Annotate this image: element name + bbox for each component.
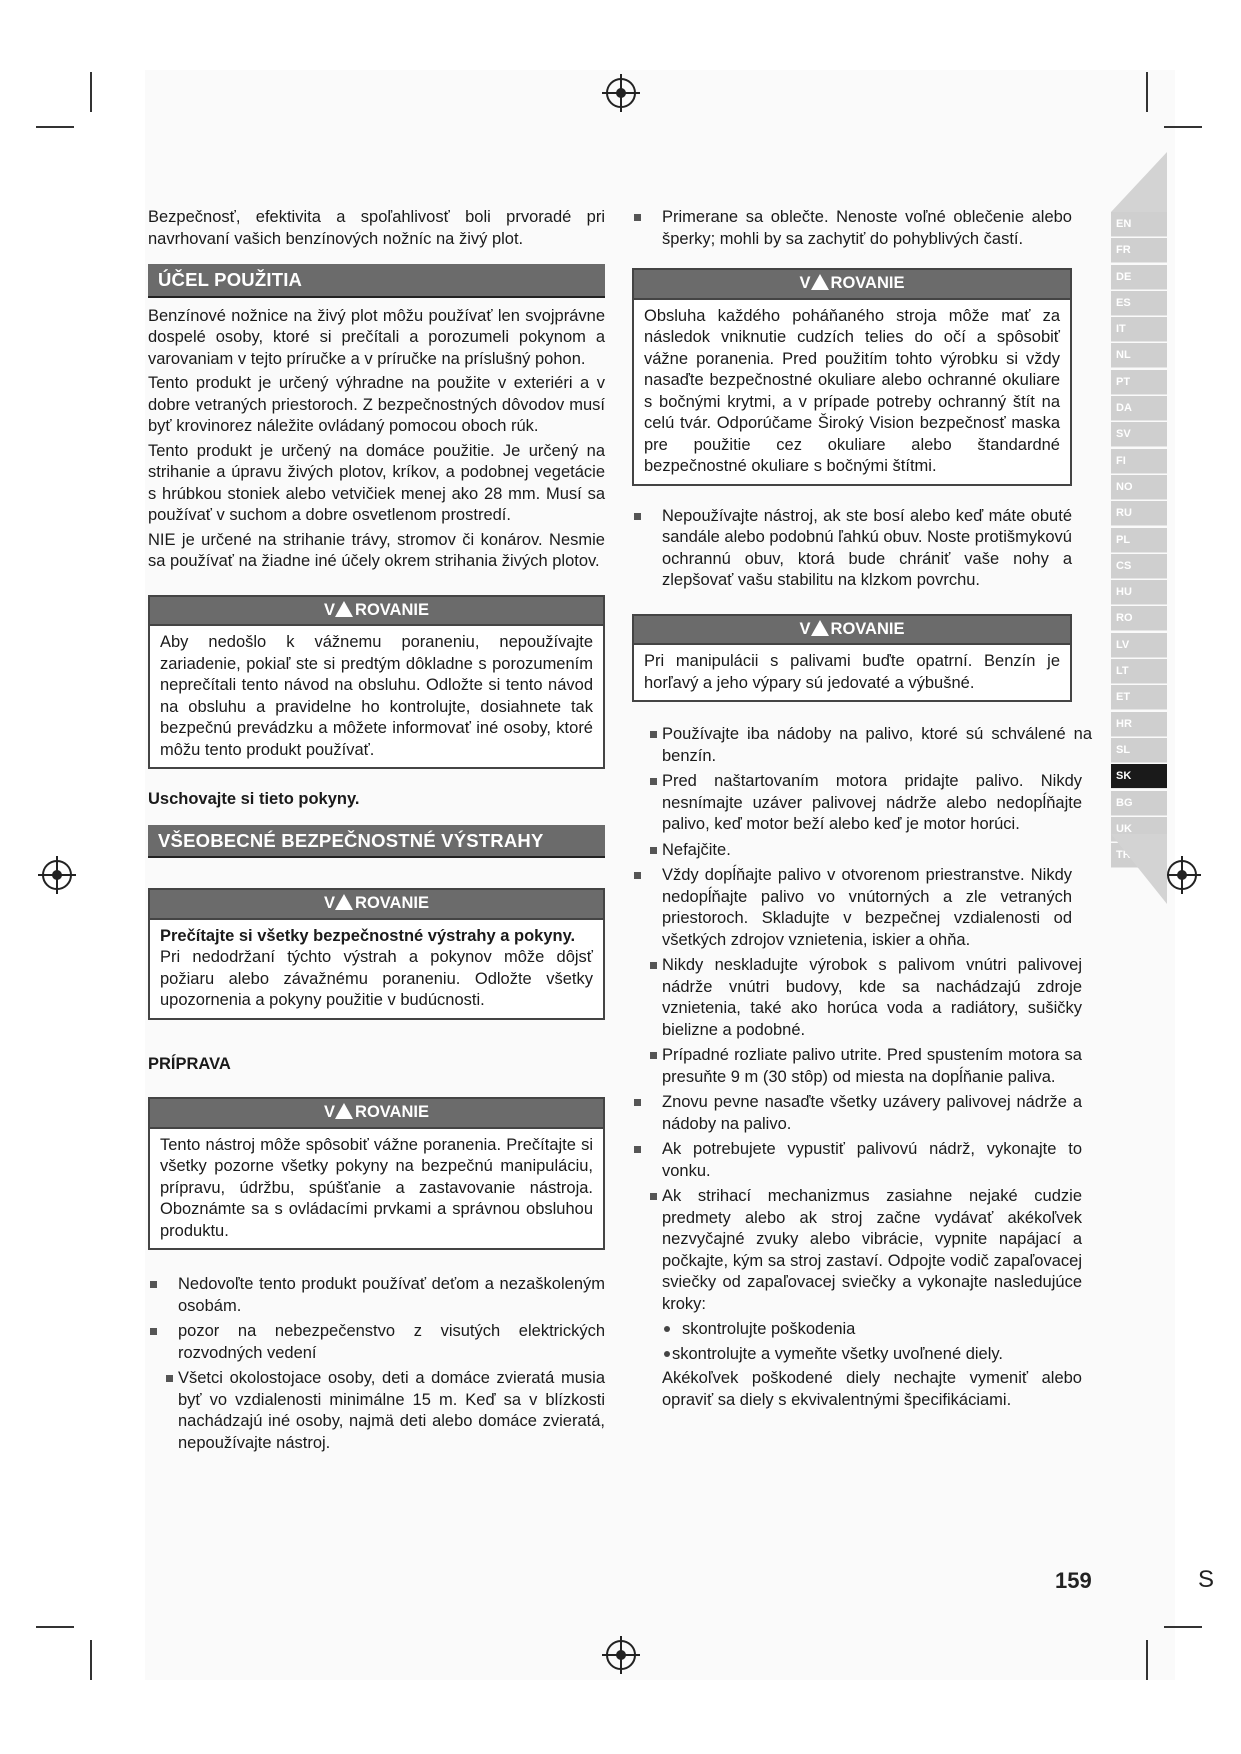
- language-tab-pl[interactable]: PL: [1111, 528, 1167, 553]
- warning-box: [148, 1097, 605, 1250]
- section-heading-safety: VŠEOBECNÉ BEZPEČNOSTNÉ VÝSTRAHY: [148, 825, 605, 859]
- purpose-paragraph: NIE je určené na strihanie trávy, stromov či konárov. Nesmie sa používať na žiadne iné účely okrem strihania živých plotov.: [148, 530, 605, 570]
- warning-header: V ROVANIE: [150, 597, 603, 627]
- crop-mark: [90, 72, 92, 112]
- page-number: 159: [1055, 1568, 1092, 1593]
- language-tab-tr[interactable]: TR: [1111, 843, 1167, 868]
- bullet-item: Vždy dopĺňajte palivo v otvorenom priestranstve. Nikdy nedopĺňajte palivo vo vnútorných a zle vetraných priestoroch. Skladujte v bezpečnej vzdialenosti od všetkých zdrojov vznietenia, iskier a ohňa.: [632, 865, 1092, 951]
- language-list: [1111, 212, 1167, 869]
- sub-bullet-item: Nefajčite.: [632, 840, 1092, 862]
- warning-triangle-icon: [335, 601, 353, 617]
- warning-header: V ROVANIE: [150, 1099, 603, 1129]
- warning-triangle-icon: [335, 894, 353, 910]
- warning-text: Obsluha každého poháňaného stroja môže mať za následok vniknutie cudzích telies do očí a spôsobiť vážne poranenia. Pred použitím tohto výrobku si vždy nasaďte bezpečnostné okuliare alebo ochranné okuliare s bočnými krytmi, a v prípade potreby ochranný štít na celú tvár. Odporúčame Široký Vision bezpečnosť maska pre použitie cez okuliare alebo štandardné bezpečnostné okuliare s bočnými štítmi.: [644, 306, 1060, 475]
- bullet-item: Znovu pevne nasaďte všetky uzávery palivovej nádrže a nádoby na palivo.: [632, 1092, 1092, 1135]
- language-tab-bg[interactable]: BG: [1111, 791, 1167, 816]
- warning-box: [632, 268, 1072, 486]
- warning-bold-text: Prečítajte si všetky bezpečnostné výstrahy a pokyny.: [160, 926, 576, 945]
- warning-header: V ROVANIE: [634, 270, 1070, 300]
- sub-bullet-item: Používajte iba nádoby na palivo, ktoré sú schválené na benzín.: [632, 724, 1092, 767]
- sub-bullet-item: Ak strihací mechanizmus zasiahne nejaké cudzie predmety alebo ak stroj začne vydávať akékoľvek nezvyčajné zvuky alebo vibrácie, vypnite napájací a počkajte, kým sa stroj zastaví. Odpojte vodič zapaľovacej sviečky od zapaľovacej sviečky a vykonajte nasledujúce kroky:: [632, 1186, 1092, 1315]
- language-tab-no[interactable]: NO: [1111, 475, 1167, 500]
- language-tab-nl[interactable]: NL: [1111, 343, 1167, 368]
- language-tab-en[interactable]: EN: [1111, 212, 1167, 237]
- registration-mark-icon: [606, 78, 636, 108]
- language-tab-sv[interactable]: SV: [1111, 422, 1167, 447]
- language-tab-da[interactable]: DA: [1111, 396, 1167, 421]
- bullet-item: Nepoužívajte nástroj, ak ste bosí alebo keď máte obuté sandále alebo podobnú ľahkú obuv. Noste protišmykovú ochrannú obuv, ktorá bude chrániť vaše nohy a zlepšovať vašu stabilitu na klzkom povrchu.: [632, 506, 1092, 592]
- crop-mark: [1146, 72, 1148, 112]
- warning-text: Pri nedodržaní týchto výstrah a pokynov môže dôjsť požiaru alebo závažnému poraneniu. Odložte všetky upozornenia a pokyny použitie v budúcnosti.: [160, 948, 593, 1009]
- crop-mark: [1164, 126, 1202, 128]
- sub-bullet-item: Pred naštartovaním motora pridajte palivo. Nikdy nesnímajte uzáver palivovej nádrže alebo nedopĺňajte palivo, keď motor beží alebo keď je motor horúci.: [632, 771, 1092, 836]
- language-tab-hr[interactable]: HR: [1111, 712, 1167, 737]
- language-tab-cs[interactable]: CS: [1111, 554, 1167, 579]
- warning-box: [632, 614, 1072, 703]
- preparation-heading: PRÍPRAVA: [148, 1054, 231, 1073]
- sub-bullet-item: Všetci okolostojace osoby, deti a domáce zvieratá musia byť vo vzdialenosti minimálne 15 m. Keď sa v blízkosti nachádzajú iné osoby, najmä deti alebo domáce zvieratá, nepoužívajte nástroj.: [148, 1368, 605, 1454]
- sub-bullet-item: Nikdy neskladujte výrobok s palivom vnútri palivovej nádrže vnútri budovy, kde sa nachádzajú zdroje vznietenia, také ako horúca voda a radiátory, sušičky bielizne a podobné.: [632, 955, 1092, 1041]
- left-column: [148, 207, 605, 1458]
- warning-box: [148, 595, 605, 770]
- warning-triangle-icon: [811, 620, 829, 636]
- registration-mark-icon: [42, 860, 72, 890]
- dot-item: skontrolujte a vymeňte všetky uvoľnené diely.: [632, 1344, 1092, 1366]
- purpose-paragraph: Tento produkt je určený na domáce použitie. Je určený na strihanie a úpravu živých plotov, kríkov, a podobnej vegetácie s hrúbkou stoniek alebo vetvičiek menej ako 28 mm. Musí sa používať v suchom a dobre osvetlenom prostredí.: [148, 441, 605, 524]
- warning-text: Aby nedošlo k vážnemu poraneniu, nepoužívajte zariadenie, pokiaľ ste si predtým dôkladne s porozumením neprečítali tento návod na obsluhu. Odložte si tento návod na obsluhu a pravidelne ho kontrolujte, dosiahnete tak bezpečnú prevádzku a môžete informovať iné osoby, ktoré môžu tento produkt používať.: [160, 633, 593, 759]
- language-tab-et[interactable]: ET: [1111, 685, 1167, 710]
- keep-instructions: Uschovajte si tieto pokyny.: [148, 790, 360, 808]
- dot-item: skontrolujte poškodenia: [632, 1319, 1092, 1341]
- intro-text: Bezpečnosť, efektivita a spoľahlivosť boli prvoradé pri navrhovaní vašich benzínových nožníc na živý plot.: [148, 208, 605, 248]
- language-tab-es[interactable]: ES: [1111, 291, 1167, 316]
- language-tab-de[interactable]: DE: [1111, 265, 1167, 290]
- language-tab-hu[interactable]: HU: [1111, 580, 1167, 605]
- language-tab-ru[interactable]: RU: [1111, 501, 1167, 526]
- crop-mark: [1146, 1640, 1148, 1680]
- crop-mark: [1164, 1626, 1202, 1628]
- bullet-item: pozor na nebezpečenstvo z visutých elektrických rozvodných vedení: [148, 1321, 605, 1364]
- purpose-paragraph: Tento produkt je určený výhradne na použite v exteriéri a v dobre vetraných priestoroch. Z bezpečnostných dôvodov musí byť krovinorez náležite ovládaný pomocou oboch rúk.: [148, 374, 605, 435]
- language-tab-lv[interactable]: LV: [1111, 633, 1167, 658]
- warning-triangle-icon: [335, 1103, 353, 1119]
- sub-bullet-item: Prípadné rozliate palivo utrite. Pred spustením motora sa presuňte 9 m (30 stôp) od miesta na dopĺňanie paliva.: [632, 1045, 1092, 1088]
- language-tab-sk[interactable]: SK: [1111, 764, 1167, 789]
- warning-triangle-icon: [811, 274, 829, 290]
- bullet-item: Nedovoľte tento produkt používať deťom a nezaškoleným osobám.: [148, 1274, 605, 1317]
- warning-text: Tento nástroj môže spôsobiť vážne poranenia. Prečítajte si všetky pozorne všetky pokyny na bezpečnú manipuláciu, prípravu, údržbu, spúšťanie a zastavovanie nástroja. Oboznámte sa s ovládacími prvkami a správnou obsluhou produktu.: [160, 1135, 593, 1240]
- language-tab-ro[interactable]: RO: [1111, 606, 1167, 631]
- language-tab-lt[interactable]: LT: [1111, 659, 1167, 684]
- edge-letter: S: [1198, 1566, 1215, 1593]
- warning-box: [148, 888, 605, 1020]
- language-tab-it[interactable]: IT: [1111, 317, 1167, 342]
- language-tabs: [1111, 152, 1167, 904]
- language-tab-fi[interactable]: FI: [1111, 449, 1167, 474]
- language-tab-uk[interactable]: UK: [1111, 817, 1167, 842]
- registration-mark-icon: [606, 1640, 636, 1670]
- crop-mark: [36, 126, 74, 128]
- language-tab-sl[interactable]: SL: [1111, 738, 1167, 763]
- section-heading-purpose: ÚČEL POUŽITIA: [148, 264, 605, 298]
- bullet-item: Ak potrebujete vypustiť palivovú nádrž, vykonajte to vonku.: [632, 1139, 1092, 1182]
- crop-mark: [36, 1626, 74, 1628]
- warning-header: V ROVANIE: [150, 890, 603, 920]
- right-column: [632, 207, 1092, 1414]
- bullet-item: Primerane sa oblečte. Nenoste voľné oblečenie alebo šperky; mohli by sa zachytiť do pohyblivých častí.: [632, 207, 1092, 250]
- warning-text: Pri manipulácii s palivami buďte opatrní. Benzín je horľavý a jeho výpary sú jedovaté a výbušné.: [644, 652, 1060, 692]
- language-tab-pt[interactable]: PT: [1111, 370, 1167, 395]
- purpose-paragraph: Benzínové nožnice na živý plot môžu používať len svojprávne dospelé osoby, ktoré si prečítali a porozumeli pokynom a varovaniam v tejto príručke a v príručke na príslušný pohon.: [148, 306, 605, 368]
- registration-mark-icon: [1167, 860, 1197, 890]
- warning-header: V ROVANIE: [634, 616, 1070, 646]
- crop-mark: [90, 1640, 92, 1680]
- language-tab-fr[interactable]: FR: [1111, 238, 1167, 263]
- closing-text: Akékoľvek poškodené diely nechajte vymeniť alebo opraviť sa diely s ekvivalentnými špecifikáciami.: [662, 1369, 1082, 1409]
